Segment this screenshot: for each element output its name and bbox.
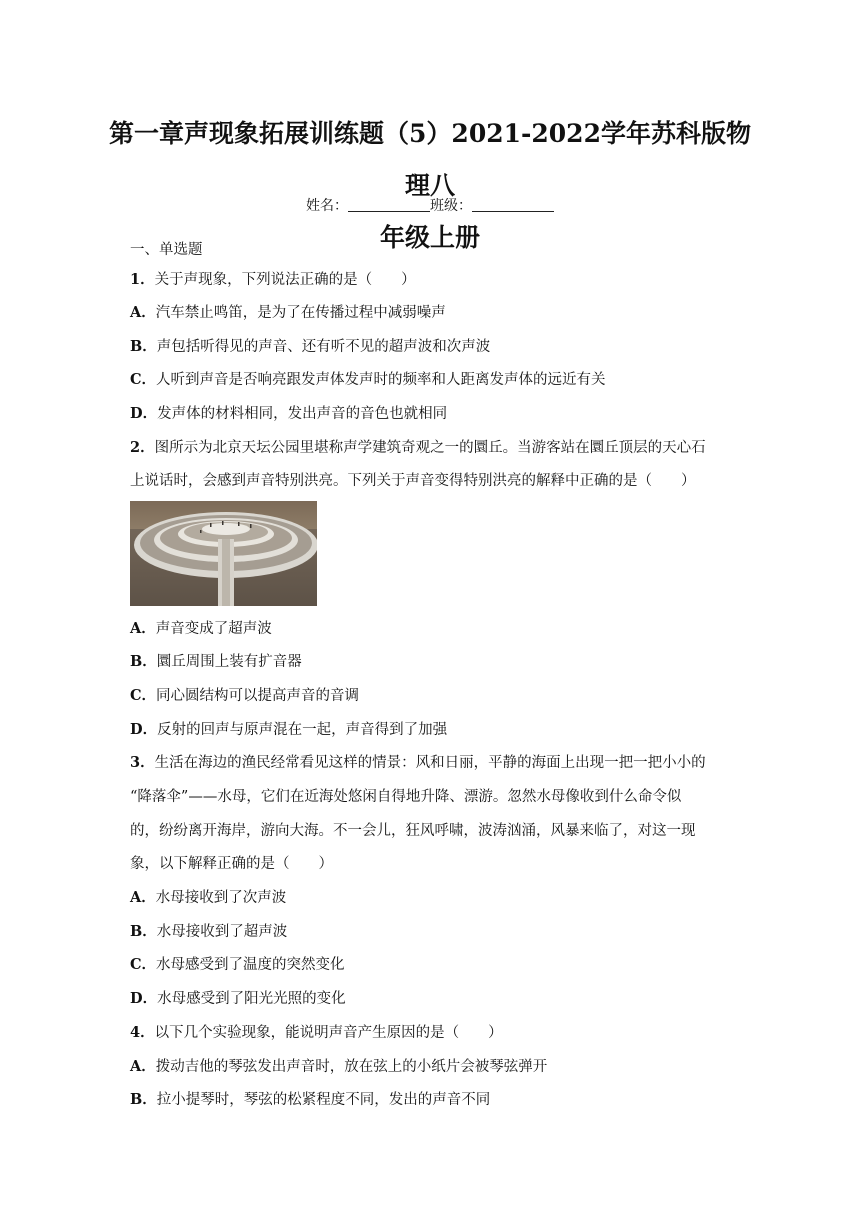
option-letter: D． [130, 721, 158, 738]
option-b[interactable] [130, 1090, 490, 1110]
option-letter: A． [130, 620, 156, 637]
question-3 [130, 753, 706, 773]
option-c[interactable] [130, 955, 345, 975]
option-letter: C． [130, 956, 157, 973]
option-letter: B． [130, 1091, 157, 1108]
option-text: 水母感受到了温度的突然变化 [156, 957, 345, 973]
option-letter: A． [130, 304, 156, 321]
option-d[interactable] [130, 404, 447, 424]
option-letter: A． [130, 1058, 156, 1075]
question-stem: 生活在海边的渔民经常看见这样的情景：风和日丽，平静的海面上出现一把一把小小的 [154, 755, 706, 771]
option-text: 反射的回声与原声混在一起，声音得到了加强 [157, 722, 448, 738]
option-text: 同心圆结构可以提高声音的音调 [156, 688, 360, 704]
name-label: 姓名： [306, 198, 348, 214]
section-heading: 一、单选题 [130, 242, 203, 258]
option-text: 拨动吉他的琴弦发出声音时，放在弦上的小纸片会被琴弦弹开 [155, 1059, 548, 1075]
option-text: 水母接收到了次声波 [155, 890, 287, 906]
question-3-line-2: “降落伞”——水母，它们在近海处悠闲自得地升降、漂游。忽然水母像收到什么命令似 [130, 789, 682, 805]
option-letter: C． [130, 687, 157, 704]
option-c[interactable] [130, 370, 606, 390]
question-2-line-2: 上说话时，会感到声音特别洪亮。下列关于声音变得特别洪亮的解释中正确的是（ ） [130, 473, 696, 489]
question-stem: 以下几个实验现象，能说明声音产生原因的是（ ） [154, 1025, 503, 1041]
option-letter: D． [130, 990, 158, 1007]
question-number: 1． [130, 271, 155, 288]
option-letter: B． [130, 653, 157, 670]
option-text: 发声体的材料相同，发出声音的音色也就相同 [157, 406, 448, 422]
option-text: 水母感受到了阳光光照的变化 [157, 991, 346, 1007]
question-number: 4． [130, 1024, 155, 1041]
option-b[interactable] [130, 922, 287, 942]
question-stem: 关于声现象，下列说法正确的是（ ） [154, 272, 416, 288]
student-info [0, 196, 860, 216]
option-letter: B． [130, 923, 157, 940]
option-a[interactable] [130, 888, 286, 908]
question-number: 2． [130, 439, 155, 456]
option-text: 拉小提琴时，琴弦的松紧程度不同，发出的声音不同 [156, 1092, 491, 1108]
class-blank[interactable] [472, 197, 554, 212]
option-a[interactable] [130, 1057, 547, 1077]
option-c[interactable] [130, 686, 359, 706]
option-text: 声包括听得见的声音、还有听不见的超声波和次声波 [156, 339, 491, 355]
question-1 [130, 270, 416, 290]
option-b[interactable] [130, 652, 302, 672]
question-stem: 图所示为北京天坛公园里堪称声学建筑奇观之一的圜丘。当游客站在圜丘顶层的天心石 [154, 440, 706, 456]
option-d[interactable] [130, 989, 346, 1009]
option-text: 声音变成了超声波 [155, 621, 272, 637]
option-a[interactable] [130, 303, 446, 323]
option-text: 圜丘周围上装有扩音器 [156, 654, 302, 670]
option-a[interactable] [130, 619, 272, 639]
option-text: 人听到声音是否响亮跟发声体发声时的频率和人距离发声体的远近有关 [156, 372, 606, 388]
option-text: 水母接收到了超声波 [156, 924, 288, 940]
title-line-1: 第一章声现象拓展训练题（5）2021-2022学年苏科版物理八 [109, 119, 751, 200]
option-letter: C． [130, 371, 157, 388]
option-letter: B． [130, 338, 157, 355]
question-2 [130, 438, 706, 458]
option-b[interactable] [130, 337, 490, 357]
temple-of-heaven-circular-mound-photo [130, 501, 317, 606]
title-line-2: 年级上册 [379, 223, 480, 252]
question-number: 3． [130, 754, 155, 771]
option-letter: A． [130, 889, 156, 906]
class-label: 班级： [430, 198, 472, 214]
option-letter: D． [130, 405, 158, 422]
question-3-line-4: 象，以下解释正确的是（ ） [130, 856, 333, 872]
name-blank[interactable] [348, 197, 430, 212]
question-3-line-3: 的，纷纷离开海岸，游向大海。不一会儿，狂风呼啸，波涛汹涌，风暴来临了，对这一现 [130, 823, 696, 839]
question-4 [130, 1023, 503, 1043]
option-text: 汽车禁止鸣笛，是为了在传播过程中减弱噪声 [155, 305, 446, 321]
option-d[interactable] [130, 720, 447, 740]
